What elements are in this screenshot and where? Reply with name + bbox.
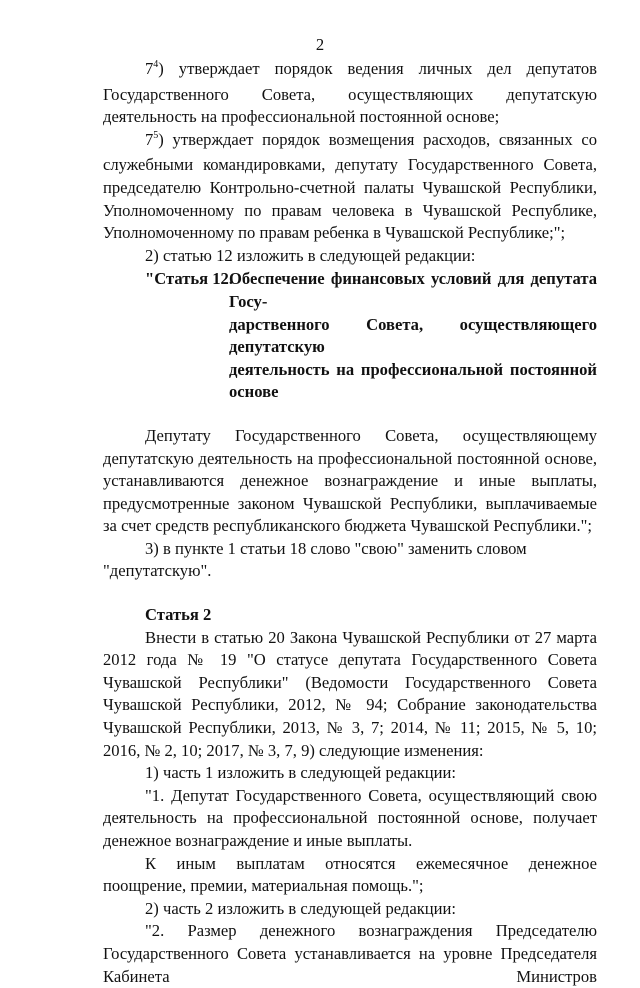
- article-12-title-line: дарственного Совета, осуществляющего депутатскую: [229, 314, 597, 357]
- item-marker: 7: [145, 59, 154, 78]
- item-marker: 7: [145, 129, 154, 149]
- quote-part-1: "1. Депутат Государственного Совета, осуществляющий свою деятельность на профессиональной постоянной основе, получает денежное вознаграждение и иные выплаты.: [103, 785, 597, 850]
- item-superscript: 5: [153, 129, 159, 141]
- article-12-title-line: деятельность на профессиональной постоянной основе: [229, 359, 597, 402]
- article-2-intro: Внести в статью 20 Закона Чувашской Республики от 27 марта 2012 года № 19 "О статусе депутата Государственного Совета Чувашской Республики" (Ведомости Государственного Совета Чувашской Республики, 2012, № 94; Собрание законодательства Чувашской Республики, 2013, № 3, 7; 2014, № 11; 2015, № 5, 10; 2016, № 2, 10; 2017, № 3, 7, 9) следующие изменения:: [103, 627, 597, 760]
- paragraph-point-2: 2) статью 12 изложить в следующей редакции:: [145, 245, 476, 265]
- item-superscript: 4: [153, 59, 159, 70]
- article-12-label: "Статья 12.: [145, 269, 233, 289]
- page-number: 2: [315, 35, 325, 54]
- paragraph-point-3: 3) в пункте 1 статьи 18 слово "свою" заменить словом "депутатскую".: [103, 538, 527, 581]
- article-2-heading: Статья 2: [145, 605, 212, 625]
- article-12-title: [229, 268, 597, 404]
- paragraph-item-7-4: [103, 58, 597, 129]
- article-12-heading: [103, 268, 597, 404]
- article-12-title-line: Обеспечение финансовых условий для депутата Госу-: [229, 269, 597, 311]
- quote-part-2: "2. Размер денежного вознаграждения Председателю Государственного Совета устанавливается на уровне Председателя Кабинета Министров: [103, 921, 597, 986]
- item-text: ) утверждает порядок ведения личных дел депутатов Государственного Совета, осуществляющих депутатскую деятельность на профессиональной постоянной основе;: [103, 59, 597, 127]
- article-12-text: Депутату Государственного Совета, осуществляющему депутатскую деятельность на профессиональной постоянной основе, устанавливаются денежное вознаграждение и иные выплаты, предусмотренные законом Чувашской Республики, выплачиваемые за счет средств республиканского бюджета Чувашской Республики.";: [103, 425, 597, 536]
- quote-other-payments: К иным выплатам относятся ежемесячное денежное поощрение, премии, материальная помощь.";: [103, 853, 597, 896]
- paragraph-part-2: 2) часть 2 изложить в следующей редакции:: [145, 898, 457, 918]
- paragraph-item-7-5: [103, 129, 597, 245]
- item-text: ) утверждает порядок возмещения расходов, связанных со служебными командировками, депутату Государственного Совета, председателю Контрольно-счетной палаты Чувашской Республики, Уполномоченному по правам человека в Чувашской Республике, Уполномоченному по правам ребенка в Чувашской Республике;";: [103, 129, 597, 243]
- document-body: [103, 58, 597, 988]
- paragraph-part-1: 1) часть 1 изложить в следующей редакции:: [145, 763, 457, 783]
